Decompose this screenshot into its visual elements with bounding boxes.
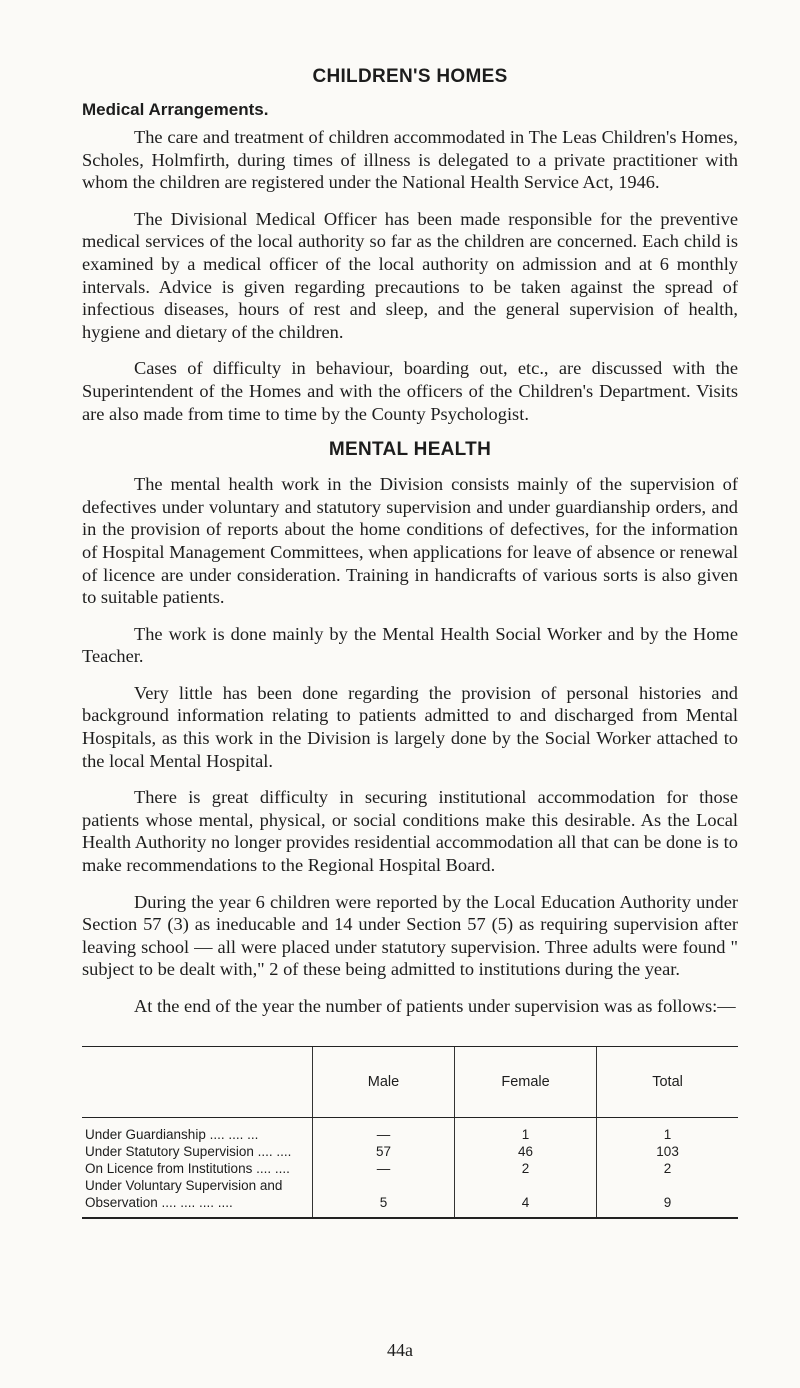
cell-male: 57 [313,1143,455,1160]
table-header-male: Male [313,1046,455,1117]
row-label [82,1177,313,1218]
row-label: Under Guardianship .... .... ... [85,1126,259,1142]
cell-female: 46 [454,1143,596,1160]
cell-total: 2 [597,1160,738,1177]
mental-health-heading: MENTAL HEALTH [328,439,492,461]
row-label-line-1: Under Voluntary Supervision and [85,1177,283,1193]
cell-total: 9 [597,1177,738,1218]
paragraph-children-3: Cases of difficulty in behaviour, boarding out, etc., are discussed with the Superintendent of the Homes and with the officers of the Children's Department. Visits are also made from time to time by the County Psychologist. [82,358,738,424]
row-label-line-2: Observation .... .... .... .... [85,1194,233,1210]
cell-male: — [313,1117,455,1143]
table-header-row [82,1046,738,1117]
table-row [82,1160,738,1177]
cell-total: 103 [597,1143,738,1160]
cell-male: 5 [313,1177,455,1218]
table-header-blank [82,1046,313,1117]
paragraph-mental-4: There is great difficulty in securing institutional accommodation for those patients whose mental, physical, or social conditions make this desirable. As the Local Health Authority no longer provides residential accommodation all that can be done is to make recommendations to the Regional Hospital Board. [82,787,738,876]
table-row [82,1143,738,1160]
row-label: Under Statutory Supervision .... .... [85,1143,292,1159]
table-row [82,1117,738,1143]
paragraph-mental-2: The work is done mainly by the Mental Health Social Worker and by the Home Teacher. [82,623,738,667]
table-header-female: Female [454,1046,596,1117]
table-header-total: Total [597,1046,738,1117]
table-row [82,1177,738,1218]
document-page [82,66,738,1219]
cell-female: 4 [454,1177,596,1218]
paragraph-mental-5: During the year 6 children were reported by the Local Education Authority under Section 57 (3) as ineducable and 14 under Section 57 (5) as requiring supervision after leaving school — all were placed under statutory supervision. Three adults were found " subject to be dealt with," 2 of these being admitted to institutions during the year. [82,891,738,980]
paragraph-children-2: The Divisional Medical Officer has been made responsible for the preventive medical services of the local authority so far as the children are concerned. Each child is examined by a medical officer of the local authority on admission and at 6 monthly intervals. Advice is given regarding precautions to be taken against the spread of infectious diseases, hours of rest and sleep, and the general supervision of health, hygiene and dietary of the children. [82,208,738,342]
paragraph-mental-3: Very little has been done regarding the provision of personal histories and background information relating to patients admitted to and discharged from Mental Hospitals, as this work in the Division is largely done by the Social Worker attached to the local Mental Hospital. [82,682,738,771]
cell-male: — [313,1160,455,1177]
cell-total: 1 [597,1117,738,1143]
row-label: On Licence from Institutions .... .... [85,1160,290,1176]
paragraph-mental-1: The mental health work in the Division consists mainly of the supervision of defectives under voluntary and statutory supervision and under guardianship orders, and in the provision of reports about the home conditions of defectives, for the information of Hospital Management Committees, when applications for leave of absence or renewal of licence are under consideration. Training in handicrafts of various sorts is also given to suitable patients. [82,474,738,608]
paragraph-mental-6: At the end of the year the number of patients under supervision was as follows:— [134,996,736,1016]
section-subheading: Medical Arrangements. [82,100,269,119]
cell-female: 1 [454,1117,596,1143]
page-number: 44a [387,1340,413,1360]
supervision-table [82,1046,738,1219]
cell-female: 2 [454,1160,596,1177]
paragraph-children-1: The care and treatment of children accommodated in The Leas Children's Homes, Scholes, Holmfirth, during times of illness is delegated to a private practitioner with whom the children are registered under the National Health Service Act, 1946. [82,127,738,193]
page-heading: CHILDREN'S HOMES [312,66,508,87]
